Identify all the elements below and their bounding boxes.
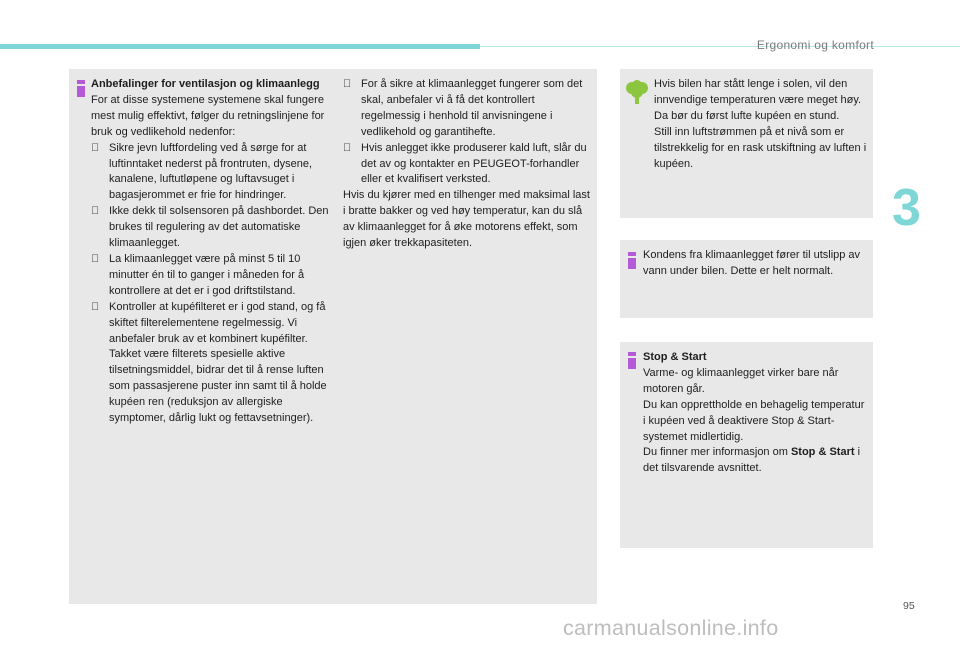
- list-item: Kontroller at kupéfilteret er i god stand, og få skiftet filterelementene regelmessig. Vi anbefaler bruk av et kombinert kupéfilter. Takket være filterets spesielle aktive tilsetningsmiddel, bidrar det til å rense luften som passasjerene puster inn samt til å holde kupéen ren (reduksjon av allergiske symptomer, dårlig lukt og fettavsetninger).: [91, 300, 341, 427]
- tree-icon: [626, 80, 648, 104]
- recommendations-heading: Anbefalinger for ventilasjon og klimaanlegg: [91, 78, 320, 90]
- header-accent-bar: [0, 44, 480, 49]
- tip-paragraph: Hvis bilen har stått lenge i solen, vil den innvendige temperaturen være meget høy. Da bør du først lufte kupéen en stund.: [654, 78, 862, 122]
- list-item: Hvis anlegget ikke produserer kald luft, slår du det av og kontakter en PEUGEOT-forhandler eller et kvalifisert verksted.: [343, 141, 591, 189]
- bullet-marker: [91, 300, 99, 316]
- bullet-marker: [91, 252, 99, 268]
- recommendations-column-1: [91, 77, 341, 427]
- bullet-marker: [91, 204, 99, 220]
- list-item: Ikke dekk til solsensoren på dashbordet. Den brukes til regulering av det automatiske klimaanlegget.: [91, 204, 341, 252]
- watermark: carmanualsonline.info: [563, 616, 779, 640]
- list-item: La klimaanlegget være på minst 5 til 10 minutter én til to ganger i måneden for å kontrollere at det er i god driftstilstand.: [91, 252, 341, 300]
- stop-start-text: [643, 350, 869, 477]
- chapter-number: 3: [892, 179, 921, 237]
- condensation-note-text: Kondens fra klimaanlegget fører til utslipp av vann under bilen. Dette er helt normalt.: [643, 249, 861, 277]
- tip-paragraph: Still inn luftstrømmen på et nivå som er tilstrekkelig for en rask utskiftning av luften i kupéen.: [654, 125, 867, 170]
- eco-tip-text: [654, 77, 870, 172]
- stop-start-paragraph: Varme- og klimaanlegget virker bare når motoren går.: [643, 366, 839, 395]
- stop-start-paragraph: Du finner mer informasjon om Stop & Start i det tilsvarende avsnittet.: [643, 446, 861, 475]
- list-item: For å sikre at klimaanlegget fungerer som det skal, anbefaler vi å få det kontrollert regelmessig i henhold til anvisningene i vedlikehold og garantihefte.: [343, 77, 591, 141]
- trailer-paragraph: Hvis du kjører med en tilhenger med maksimal last i bratte bakker og ved høy temperatur, kan du slå av klimaanlegget for å øke motorens effekt, som igjen øker trekkapasiteten.: [343, 189, 590, 250]
- stop-start-paragraph: Du kan opprettholde en behagelig temperatur i kupéen ved å deaktivere Stop & Start-systemet midlertidig.: [643, 398, 865, 443]
- info-icon: [628, 252, 636, 269]
- page-number: 95: [903, 600, 915, 612]
- bullet-marker: [91, 141, 99, 157]
- stop-start-heading: Stop & Start: [643, 351, 707, 363]
- header-rule: [480, 46, 960, 47]
- bullet-marker: [343, 141, 351, 157]
- recommendations-intro: For at disse systemene systemene skal fungere mest mulig effektivt, følger du retningslinjene for bruk og vedlikehold nedenfor:: [91, 93, 325, 138]
- recommendations-column-2: [343, 77, 591, 252]
- info-icon: [628, 352, 636, 369]
- section-title: Ergonomi og komfort: [756, 38, 874, 52]
- info-icon: [77, 80, 85, 97]
- list-item: Sikre jevn luftfordeling ved å sørge for at luftinntaket nederst på frontruten, dysene, kanalene, luftutløpene og luftavsuget i bagasjerommet er frie for hindringer.: [91, 141, 341, 205]
- bullet-marker: [343, 77, 351, 93]
